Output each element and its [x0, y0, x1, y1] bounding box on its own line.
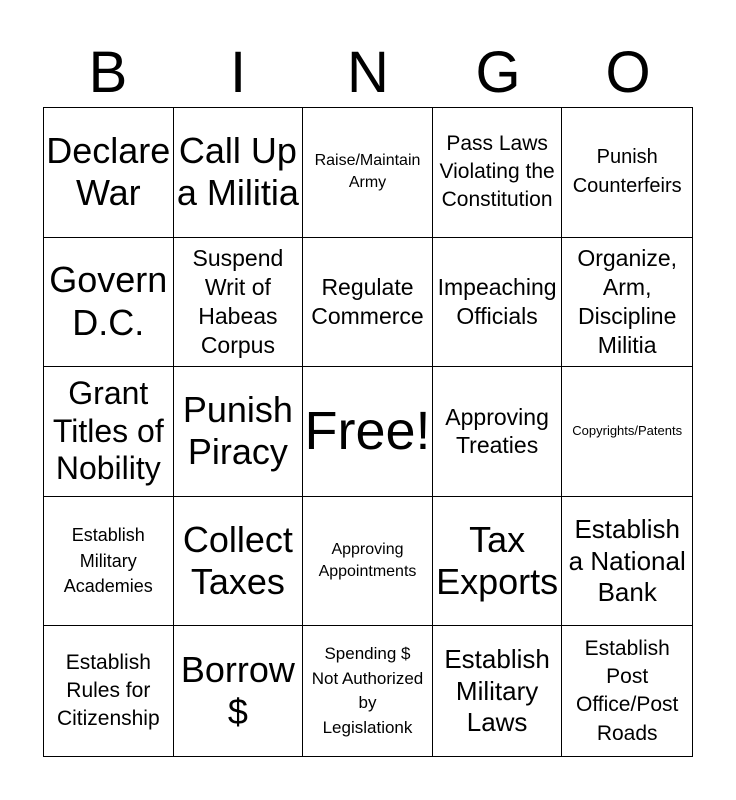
bingo-cell-r3-c1[interactable]	[44, 367, 174, 497]
bingo-cell-r2-c3[interactable]	[303, 238, 433, 368]
bingo-cell-r5-c1[interactable]	[44, 626, 174, 756]
cell-label: Establish Military Laws	[444, 644, 550, 737]
cell-label: Tax Exports	[436, 518, 559, 603]
bingo-cell-r4-c1[interactable]	[44, 497, 174, 627]
cell-label: Establish Rules for Citizenship	[56, 650, 160, 731]
bingo-cell-r1-c1[interactable]	[44, 108, 174, 238]
cell-label: Establish a National Bank	[568, 514, 686, 607]
header-letter-i: I	[229, 40, 247, 105]
bingo-cell-r2-c5[interactable]	[562, 238, 692, 368]
bingo-cell-r1-c3[interactable]	[303, 108, 433, 238]
bingo-cell-r1-c5[interactable]	[562, 108, 692, 238]
cell-label: Raise/Maintain Army	[314, 151, 421, 192]
cell-label: Establish Post Office/Post Roads	[576, 636, 679, 745]
cell-label: Govern D.C.	[49, 259, 168, 343]
bingo-cell-r4-c2[interactable]	[174, 497, 304, 627]
bingo-cell-r2-c4[interactable]	[433, 238, 563, 368]
free-space-label: Free!	[304, 401, 431, 462]
bingo-cell-r3-c4[interactable]	[433, 367, 563, 497]
cell-label: Impeaching Officials	[437, 274, 557, 329]
cell-label: Call Up a Militia	[176, 129, 299, 214]
bingo-cell-r3-c3[interactable]	[303, 367, 433, 497]
bingo-cell-r1-c4[interactable]	[433, 108, 563, 238]
cell-label: Grant Titles of Nobility	[52, 374, 164, 487]
cell-label: Regulate Commerce	[311, 274, 424, 329]
header-letter-g: G	[475, 40, 521, 105]
cell-label: Declare War	[46, 129, 171, 214]
bingo-cell-r5-c4[interactable]	[433, 626, 563, 756]
cell-label: Copyrights/Patents	[572, 423, 683, 439]
cell-label: Pass Laws Violating the Constitution	[439, 131, 555, 212]
bingo-cell-r1-c2[interactable]	[174, 108, 304, 238]
bingo-cell-r2-c2[interactable]	[174, 238, 304, 368]
header-letter-b: B	[88, 40, 128, 105]
cell-label: Organize, Arm, Discipline Militia	[577, 245, 678, 358]
cell-label: Approving Treaties	[445, 403, 549, 459]
cell-label: Punish Piracy	[182, 389, 293, 473]
bingo-cell-r4-c3[interactable]	[303, 497, 433, 627]
bingo-cell-r2-c1[interactable]	[44, 238, 174, 368]
header-letter-o: O	[605, 40, 651, 105]
cell-label: Approving Appointments	[318, 540, 417, 581]
cell-label: Establish Military Academies	[63, 525, 153, 596]
header-letter-n: N	[347, 40, 389, 105]
bingo-cell-r5-c2[interactable]	[174, 626, 304, 756]
bingo-cell-r3-c5[interactable]	[562, 367, 692, 497]
cell-label: Borrow $	[180, 648, 295, 733]
cell-label: Punish Counterfeirs	[572, 146, 682, 198]
cell-label: Collect Taxes	[182, 518, 293, 603]
cell-label: Spending $ Not Authorized by Legislationk	[311, 643, 424, 737]
bingo-cell-r5-c5[interactable]	[562, 626, 692, 756]
bingo-cell-r3-c2[interactable]	[174, 367, 304, 497]
bingo-header	[43, 40, 693, 106]
bingo-cell-r4-c4[interactable]	[433, 497, 563, 627]
cell-label: Suspend Writ of Habeas Corpus	[192, 245, 284, 358]
bingo-cell-r4-c5[interactable]	[562, 497, 692, 627]
bingo-cell-r5-c3[interactable]	[303, 626, 433, 756]
bingo-board	[43, 107, 693, 757]
